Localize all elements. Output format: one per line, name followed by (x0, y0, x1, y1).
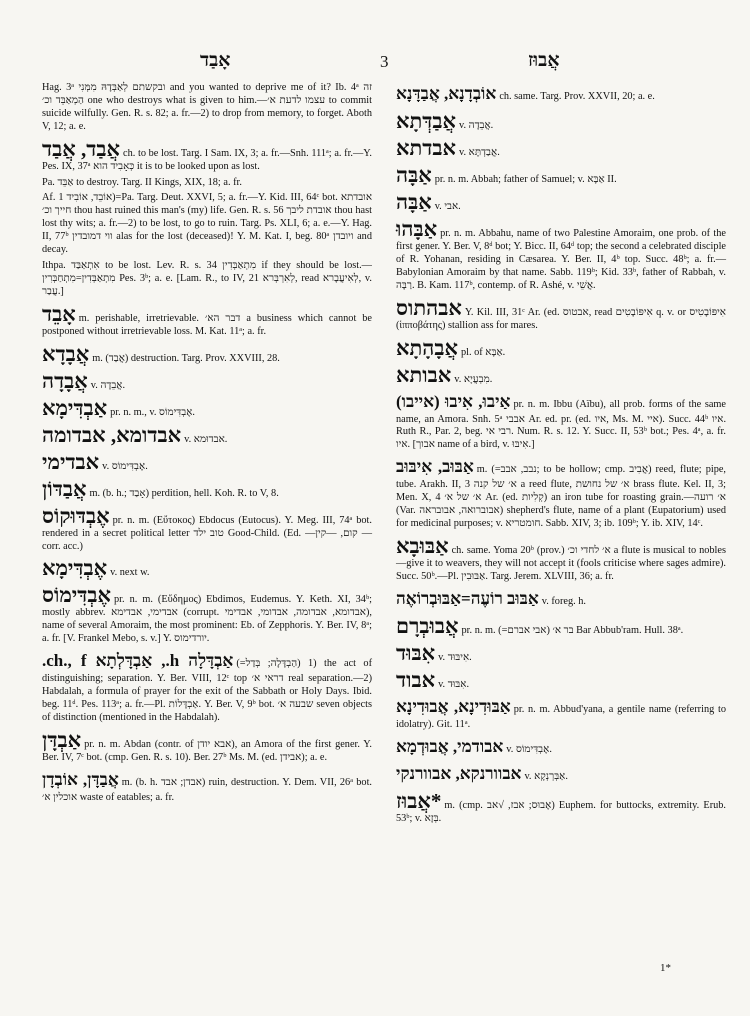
entry-headword: אַבָּהוּ (396, 217, 438, 241)
entry-definition: pr. n. m. (=אבי אברם) בר א׳ Bar Abbub'ram. Hull. 38ᵃ. (461, 624, 684, 636)
entry-definition: Y. Kil. III, 31ᶜ Ar. (ed. אבטוס, read אִיפּוֹבָטִים q. v. or אִיפּוֹבָטִיס (ἱπποβάτης) stallion ass for mares. (396, 306, 726, 331)
entry-headword: אבדימי (42, 449, 100, 474)
dictionary-entry (42, 556, 372, 580)
entry-definition: m. (=נבב, אבב; to be hollow; cmp. אֲבִיב) reed, flute; pipe, tube. Arakh. II, 3 א׳ של קנה a reed flute, א׳ של נחושת brass flute. Kel. II, 3; Men. X, 4 א׳ של א׳ Ar. (ed. קְלִיות) an iron tube for roasting grain.—א׳ רועה (Var. אבוברואה, אבובראה) shepherd's flute, name of a plant (Eupatorium) used for medicinal purposes; v. חומטריא. Sabb. XIV, 3; ib. 109ᵇ; Y. ib. XIV, 14ᶜ. (396, 464, 727, 529)
entry-headword: אֲבָהָתָא (396, 335, 458, 360)
entry-definition: Hag. 3ᵃ ובקשתם לְאַבְּדָהּ מִמְּנִי and you wanted to deprive me of it? Ib. 4ᵃ זה הַמְאַבֵּד וכ׳ one who destroys what is given to him.—עצמו לדעת א׳ to commit suicide wilfully. Gen. R. s. 82; a. fr.—2) to drop from memory, to forget. Aboth V, 12; a. e. (42, 82, 372, 132)
entry-headword: אבדומא, אבדומה (42, 422, 182, 447)
entry-definition: (=הַבְדָּלָה; בְּדַל) 1) the act of distinguishing; separation. Y. Ber. VIII, 12ᶜ top דראי א׳ real separation.—2) Habdalah, a formula of prayer for the exit of the Sabbath or Holy Days. Ibid. beg. 11ᵈ. Pes. 113ᵃ; a. fr.—Pl. אַבְדָּלוֹת. Y. Ber. V, 9ᵇ bot. שבעה א׳ seven objects of distinction (mentioned in the Habdalah). (42, 658, 373, 723)
entry-headword: אֲבוּבְרָם (396, 613, 459, 638)
dictionary-entry (42, 768, 372, 805)
dictionary-entry (42, 504, 372, 554)
dictionary-entry (42, 369, 372, 393)
entry-headword: אבהתוס (396, 295, 462, 320)
entry-headword: אֲבָדָה (42, 368, 88, 393)
entry-headword: אֲבַד, אֲבַד (42, 136, 120, 161)
entry-headword: אִבּוּד (396, 640, 436, 665)
entry-definition: m. (cmp. אֶבוּס; אבז, √אב) Euphem. for buttocks, extremity. Erub. 53ᵇ; v. בְּזָא. (396, 799, 727, 824)
dictionary-entry (396, 217, 726, 293)
dictionary-entry (396, 390, 726, 453)
dictionary-entry (396, 296, 726, 333)
entry-definition: v. אבי. (434, 201, 461, 212)
dictionary-entry (42, 137, 372, 174)
entry-definition: v. אֲבֵדָה. (90, 379, 126, 391)
entry-headword: אֲבַדּוֹן (42, 476, 87, 501)
dictionary-entry (42, 177, 372, 190)
entry-headword: אבותא (396, 362, 452, 387)
entry-definition: m. perishable, irretrievable. דבר הא׳ a business which cannot be postponed without irretrievable loss. M. Kat. 11ᵃ; a. fr. (42, 312, 373, 337)
dictionary-entry (42, 82, 372, 134)
dictionary-entry (42, 192, 372, 257)
dictionary-entry (42, 396, 372, 420)
entry-headword: אַבּוּב, אִיבּוּב (396, 457, 474, 477)
dictionary-entry (42, 260, 372, 299)
entry-definition: pr. n. m. (Εὔτοκος) Ebdocus (Eutocus). Y. Meg. III, 74ᵃ bot. rendered in a secret political letter טוב ילד Good-Child. (Ed. —קום, —קין — corr. acc.) (42, 514, 372, 552)
entry-headword: אַבָּה (396, 163, 432, 187)
entry-headword: אֶבְדִּימָא (42, 556, 108, 581)
entry-headword: *אֲבוּז (396, 788, 442, 813)
dictionary-entry (42, 450, 372, 474)
entry-headword: אבודמי, אֲבוּדְמָא (396, 736, 504, 756)
entry-definition: v. אבדוּמא. (184, 433, 228, 445)
entry-definition: pr. n. m. Abbah; father of Samuel; v. אַבָּא II. (434, 174, 617, 185)
entry-definition: v. next w. (110, 567, 150, 579)
entry-definition: Af. אוֹבֵד, אוֹבִיד 1)=Pa. Targ. Deut. XXVI, 5; a. fr.—Y. Kid. III, 64ᶜ bot. אובדתא חייך וכ׳ thou hast ruined this man's (my) life. Gen. R. s. 56 אובדת ליבך thou hast lost thy wits; a. fr.—2) to be lost, to go to ruin. Targ. Ps. XLI, 6; a. e.—Y. Hag. II, 77ᵇ ווי דמובדין alas for the lost (deceased)! Y. M. Kat. I, beg. 80ᵃ ויובדן and decay. (42, 192, 372, 256)
entry-definition: pr. n. m. (Εὔδημος) Ebdimos, Eudemus. Y. Keth. XI, 34ᵇ; mostly abbrev. אבדימי, אבדימא (corrupt. אבדומא, אבדומה, אבדומי, אבדימי), name of several Amoraim, the most prominent: Eb. of Zepphoris. Y. Ber. IV, 8ᵃ; a. fr. [V. Frankel Mebo, s. v.] Y. יורדימוס. (42, 594, 373, 645)
dictionary-entry (396, 363, 726, 387)
dictionary-entry (396, 190, 726, 214)
dictionary-entry (42, 583, 372, 646)
signature-mark: 1* (660, 962, 671, 974)
dictionary-entry (396, 109, 726, 133)
entry-definition: v. אִיבּוּד. (438, 651, 472, 663)
dictionary-entry (396, 668, 726, 692)
page-number: 3 (380, 52, 389, 71)
entry-definition: v. אֶבְדִּימוֹס. (102, 460, 148, 472)
dictionary-entry (396, 587, 726, 611)
dictionary-entry (396, 455, 726, 531)
right-column (396, 82, 726, 829)
entry-definition: m. (b. h. אבדן; אבד) ruin, destruction. Y. Dem. VII, 26ᵃ bot. אוכלין א׳ waste of eatables; a. fr. (42, 776, 373, 803)
left-column (42, 82, 372, 808)
entry-headword: אֶבְדּוּקוֹס (42, 503, 110, 528)
entry-definition: v. foreg. h. (541, 595, 586, 607)
entry-definition: ch. same. Yoma 20ᵇ (prov.) א׳ לחדי וכ׳ a flute is musical to nobles—give it to weavers, they will not accept it (fools criticise where sages admire). Succ. 50ᵇ.—Pl. אַבּוּבִין. Targ. Jerem. XLVIII, 36; a. fr. (396, 544, 726, 582)
entry-headword: אָבֵד (42, 301, 76, 326)
dictionary-entry (396, 789, 726, 826)
entry-definition: pr. n. m., v. אֶבְדִּימוֹס. (110, 406, 195, 418)
dictionary-entry (396, 163, 726, 187)
entry-headword: אֲבָדָא (42, 341, 90, 366)
entry-headword: אַבּוּב רוֹעֶה=אַבּוּבְרוֹאֶה (396, 588, 539, 608)
dictionary-entry (396, 534, 726, 584)
entry-definition: pr. n. m. Abdan (contr. of אבא יודן), an Amora of the first gener. Y. Ber. IV, 7ᶜ bot. (cmp. Gen. R. s. 10). Ber. 27ᵇ Ms. M. (ed. אבידן); a. e. (42, 738, 372, 763)
entry-definition: m. (אֲבַד) destruction. Targ. Prov. XXVIII, 28. (92, 352, 280, 364)
dictionary-entry (396, 695, 726, 732)
entry-definition: v. אֶבְדִּימוֹס. (506, 743, 552, 755)
entry-definition: m. (b. h.; אָבַד) perdition, hell. Koh. R. to V, 8. (89, 487, 279, 499)
entry-headword: אבוורנקא, אבוורנקי (396, 763, 522, 783)
dictionary-entry (42, 302, 372, 339)
entry-definition: v. אִבּוּד. (438, 678, 470, 690)
entry-definition: ch. to be lost. Targ. I Sam. IX, 3; a. fr.—Snh. 111ᵃ; a. fr.—Y. Pes. IX, 37ᵃ כְּאָבִיד הוא it is to be looked upon as lost. (42, 147, 372, 172)
dictionary-entry (42, 423, 372, 447)
entry-definition: pl. of אַבָּא. (460, 346, 506, 358)
entry-headword: אַבּוּבָא (396, 533, 449, 558)
entry-headword: אוֹבְדָנָא, אֲבַדָּנָא (396, 84, 497, 103)
dictionary-entry (42, 649, 372, 725)
entry-definition: ch. same. Targ. Prov. XXVII, 20; a. e. (499, 91, 655, 102)
entry-headword: אֶבְדִּימוֹס (42, 583, 111, 608)
entry-definition: pr. n. m. Ibbu (Aïbu), all prob. forms of the same name, an Amora. Snh. 5ᵃ אבבי Ar. ed. pr. (ed. איו, Ms. M. איי). Succ. 44ᵇ איו. Ruth R., Par. 2, beg. רבי אי. Num. R. s. 12. Y. Succ. II, 53ᵇ bot.; Pes. 4ᵃ, a. fr. איו. [אבוך name of a bird, v. אִיבּוּ.] (396, 398, 727, 451)
entry-headword: אבדתא (396, 136, 456, 160)
entry-headword: אֲבַדָּן, אוֹבְדָן (42, 769, 119, 789)
entry-headword: אַיבוּ, אִיבוּ (אייבו) (396, 391, 511, 411)
running-head-left: אָבַד (200, 50, 231, 71)
entry-headword: אַבְדָּלָה h., אַבְדָּלְתָא ch., f. (42, 651, 234, 671)
entry-definition: v. אַבְּרְנְקָא. (524, 770, 568, 782)
dictionary-entry (396, 614, 726, 638)
dictionary-entry (396, 641, 726, 665)
entry-headword: אַבָּה (396, 190, 432, 214)
entry-definition: pr. n. m. Abbahu, name of two Palestine Amoraim, one prob. of the first gener. Y. Ber. V, 8ᵈ bot; Y. Bicc. II, 64ᵈ top; the second a celebrated disciple of R. Yohanan, residing in Cæsarea. Y. Ber. II, 4ᵇ top. Succ. 48ᵇ; a. fr.—Babylonian Amoraim by that name. Sabb. 119ᵇ; Kid. 33ᵇ, father of Rabbah, v. רַבָּה. B. Kam. 117ᵇ, contemp. of R. Ashé, v. אֲשֵׁי. (396, 228, 726, 291)
entry-headword: אַבְדִּימָא (42, 395, 108, 420)
entry-definition: Pa. אַבֵּד to destroy. Targ. II Kings, XIX, 18; a. fr. (42, 176, 242, 188)
entry-headword: אַבְדָּן (42, 727, 82, 752)
entry-headword: אַבּוּדִינָא, אֲבוּדִינָא (396, 696, 511, 716)
dictionary-entry (42, 477, 372, 501)
dictionary-entry (396, 136, 726, 160)
dictionary-entry (42, 342, 372, 366)
entry-definition: v. מִבְעֲיָא. (454, 373, 493, 385)
dictionary-entry (396, 336, 726, 360)
dictionary-entry (396, 735, 726, 759)
dictionary-entry (42, 728, 372, 765)
dictionary-entry (396, 762, 726, 786)
dictionary-entry (396, 82, 726, 106)
entry-definition: v. אֲבֵדָה. (459, 120, 494, 131)
entry-definition: v. אֲבַדְתָּא. (459, 147, 500, 158)
entry-definition: pr. n. m. Abbud'yana, a gentile name (referring to idolatry). Git. 11ᵃ. (396, 703, 726, 730)
entry-headword: אבוד (396, 667, 436, 692)
entry-definition: Ithpa. אִתְאַבַּד to be lost. Lev. R. s. 34 מִתְאַבְּדִין if they should be lost.—מִתְאַבְּדִין=מִתְחַבְּרִין Pes. 3ᵇ; a. e. [Lam. R., to IV, 21 לְאִרְבְּרא, read לְאִיעֲבָרא, v. עֲבַר.] (42, 259, 372, 297)
entry-headword: אֲבַדְּתָא (396, 109, 456, 133)
running-head-right: אֲבוּז (528, 50, 560, 71)
